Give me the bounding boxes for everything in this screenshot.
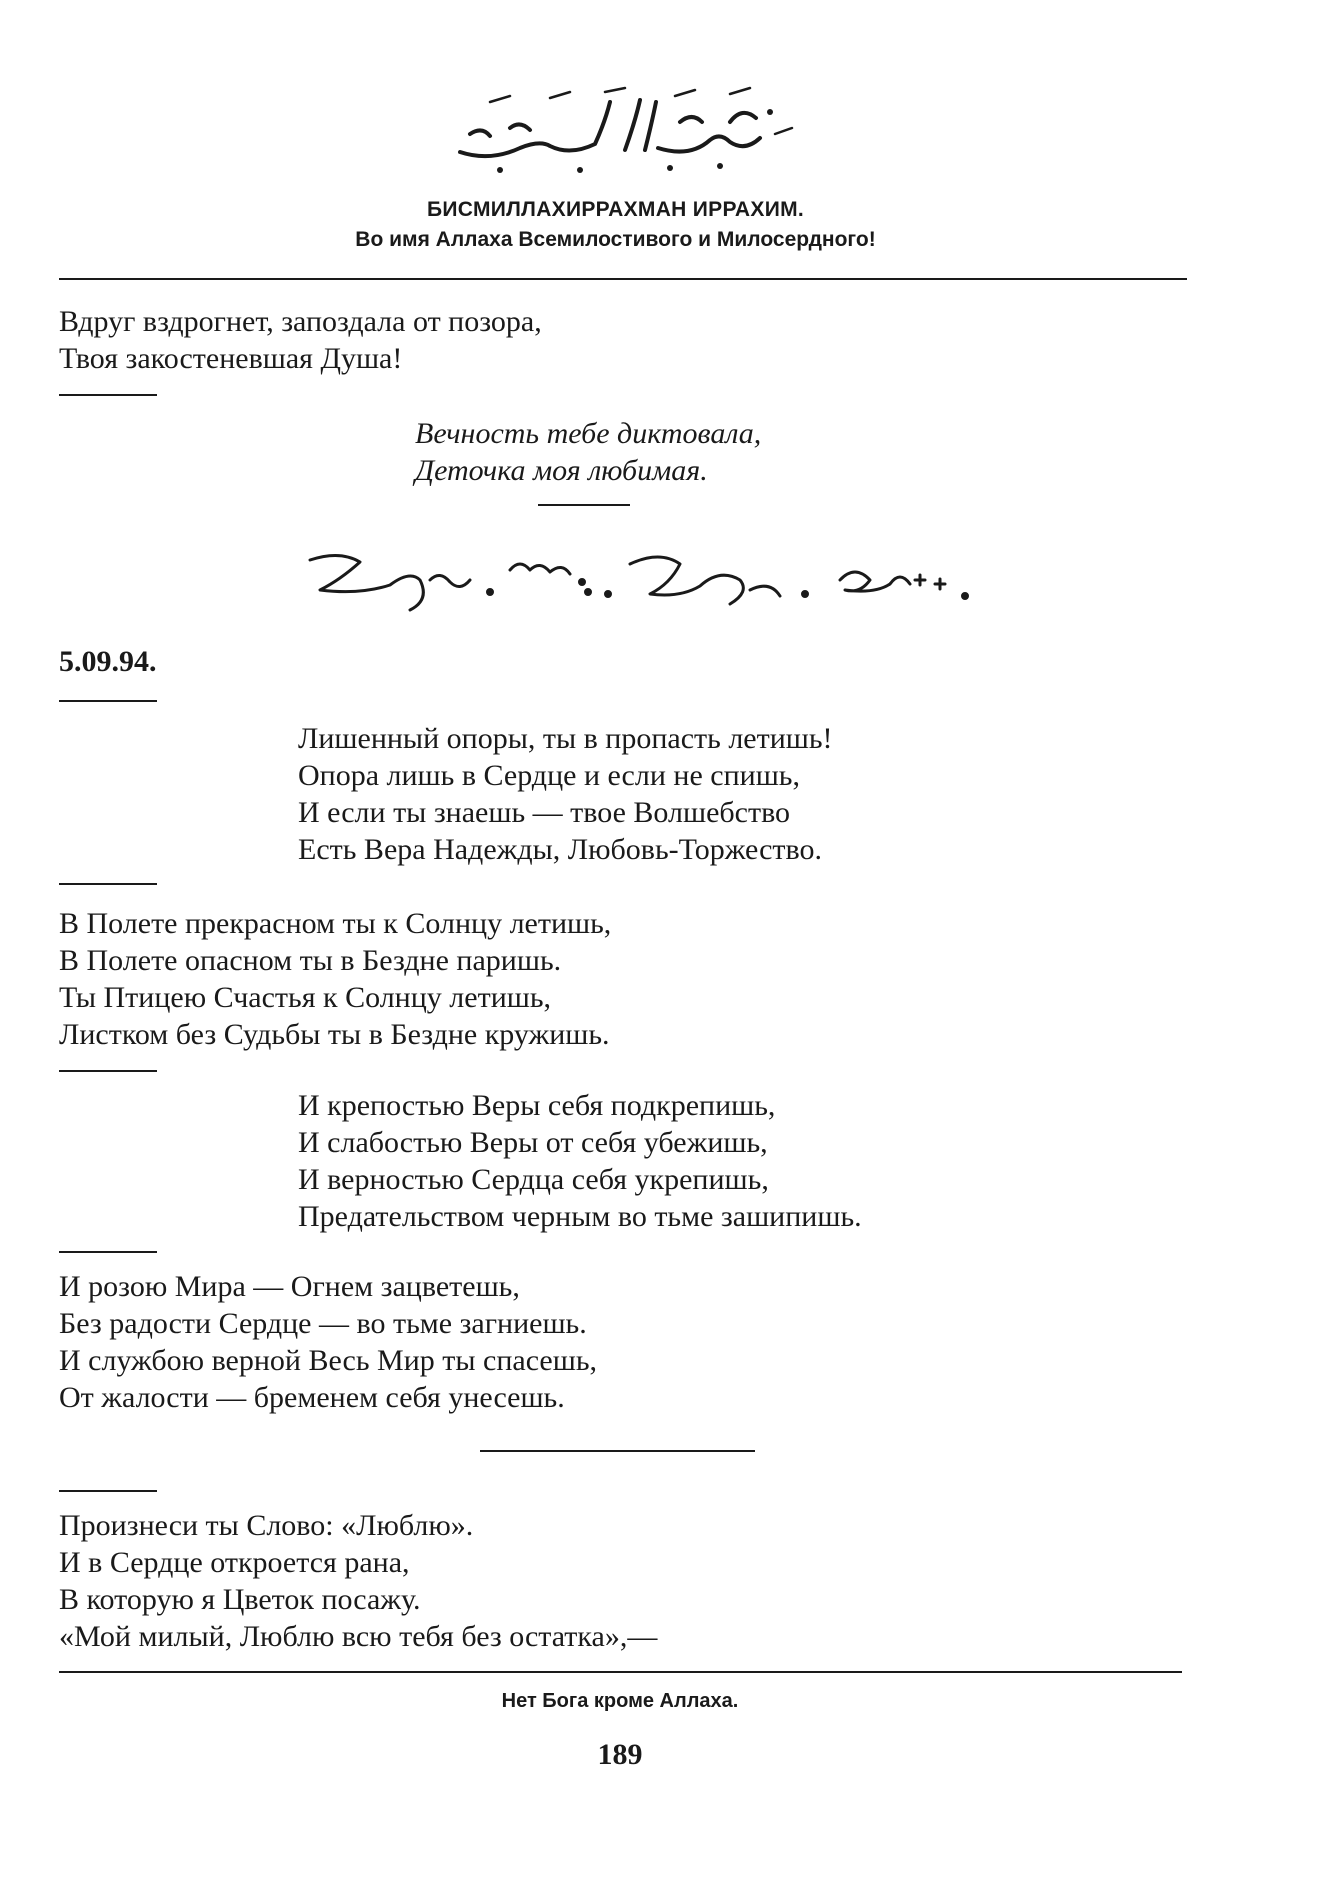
- verse-line: Есть Вера Надежды, Любовь-Торжество.: [298, 833, 822, 866]
- verse-line: Предательством черным во тьме зашипишь.: [298, 1200, 862, 1233]
- verse-line: В которую я Цветок посажу.: [59, 1583, 421, 1616]
- verse-line: Лишенный опоры, ты в пропасть летишь!: [298, 722, 833, 755]
- stanza-1: [59, 303, 542, 377]
- verse-line: Без радости Сердце — во тьме загниешь.: [59, 1307, 587, 1340]
- verse-line: От жалости — бременем себя унесешь.: [59, 1381, 565, 1414]
- section-divider: [59, 700, 157, 702]
- section-divider: [59, 394, 157, 396]
- stanza-2: [415, 415, 761, 489]
- verse-line: И верностью Сердца себя укрепишь,: [298, 1163, 769, 1196]
- verse-line: В Полете прекрасном ты к Солнцу летишь,: [59, 907, 612, 940]
- section-divider: [59, 1490, 157, 1492]
- verse-line: Деточка моя любимая.: [415, 454, 708, 487]
- verse-line: И если ты знаешь — твое Волшебство: [298, 796, 791, 829]
- verse-line: В Полете опасном ты в Бездне паришь.: [59, 944, 562, 977]
- header-title: БИСМИЛЛАХИРРАХМАН ИРРАХИМ.: [426, 198, 805, 221]
- bismillah-calligraphy: [430, 82, 810, 182]
- footer-divider: [59, 1671, 1182, 1673]
- page-number: 189: [597, 1738, 643, 1771]
- date-heading: 5.09.94.: [59, 645, 157, 678]
- verse-line: Вдруг вздрогнет, запоздала от позора,: [59, 305, 542, 338]
- stanza-4: [59, 905, 611, 1053]
- section-divider: [480, 1450, 755, 1452]
- verse-line: Опора лишь в Сердце и если не спишь,: [298, 759, 800, 792]
- verse-line: Твоя закостеневшая Душа!: [59, 342, 403, 375]
- verse-line: И крепостью Веры себя подкрепишь,: [298, 1089, 776, 1122]
- verse-line: Ты Птицею Счастья к Солнцу летишь,: [59, 981, 552, 1014]
- verse-line: И службою верной Весь Мир ты спасешь,: [59, 1344, 598, 1377]
- verse-line: И слабостью Веры от себя убежишь,: [298, 1126, 768, 1159]
- header-subtitle: Во имя Аллаха Всемилостивого и Милосердного!: [355, 228, 876, 251]
- verse-line: Вечность тебе диктовала,: [415, 417, 762, 450]
- stanza-5: [298, 1087, 862, 1235]
- section-divider: [59, 883, 157, 885]
- section-divider: [538, 504, 630, 506]
- verse-line: Произнеси ты Слово: «Люблю».: [59, 1509, 474, 1542]
- verse-line: И розою Мира — Огнем зацветешь,: [59, 1270, 520, 1303]
- verse-line: И в Сердце откроется рана,: [59, 1546, 410, 1579]
- section-divider: [59, 1070, 157, 1072]
- handwritten-signature: [300, 540, 980, 620]
- stanza-6: [59, 1268, 597, 1416]
- footer-text: Нет Бога кроме Аллаха.: [501, 1690, 739, 1712]
- header-divider: [59, 278, 1187, 280]
- stanza-3: [298, 720, 833, 868]
- stanza-7: [59, 1507, 657, 1655]
- verse-line: Листком без Судьбы ты в Бездне кружишь.: [59, 1018, 610, 1051]
- verse-line: «Мой милый, Люблю всю тебя без остатка»,—: [59, 1620, 658, 1653]
- section-divider: [59, 1251, 157, 1253]
